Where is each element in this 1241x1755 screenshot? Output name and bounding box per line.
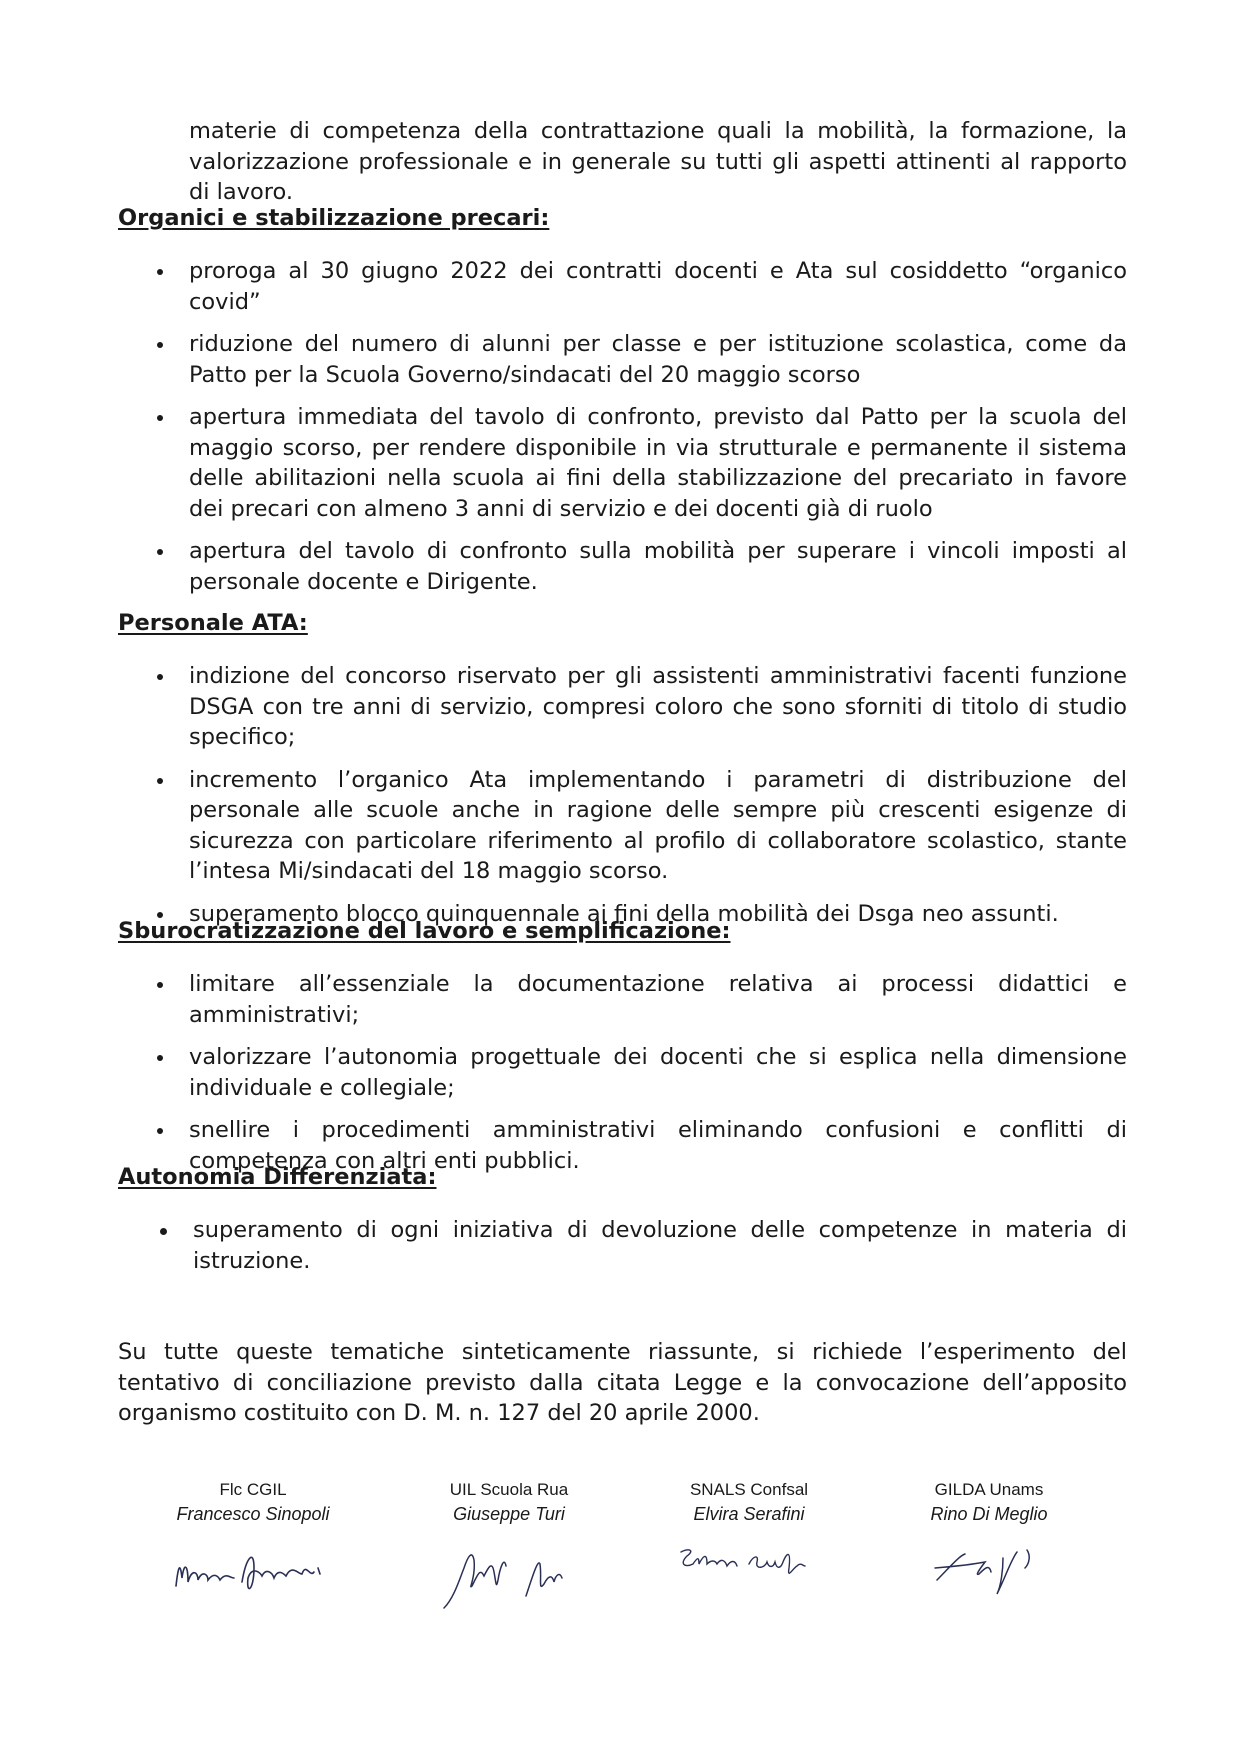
signatory-org: UIL Scuola Rua: [449, 1480, 569, 1499]
bullet-icon: [157, 1128, 163, 1134]
list-sburocratizzazione: [0, 969, 1241, 1188]
signatory-name: Elvira Serafini: [693, 1504, 805, 1524]
list-organici: [0, 256, 1241, 609]
list-item: snellire i procedimenti amministrativi eliminando confusioni e conflitti di competenza con altri enti pubblici.: [0, 1115, 1127, 1176]
bullet-icon: [157, 674, 163, 680]
section-heading-autonomia: Autonomia Differenziata:: [118, 1164, 437, 1190]
signatory-gilda: [869, 1478, 1109, 1598]
signatory-name: Rino Di Meglio: [930, 1504, 1048, 1524]
bullet-icon: [157, 269, 163, 275]
signatory-snals: [629, 1478, 869, 1588]
bullet-icon: [157, 549, 163, 555]
bullet-icon: [157, 778, 163, 784]
list-item: incremento l’organico Ata implementando i parametri di distribuzione del personale alle scuole anche in ragione delle sempre più crescenti esigenze di sicurezza con particolare riferimento al profilo di collaboratore scolastico, stante l’intesa Mi/sindacati del 18 maggio scorso.: [0, 765, 1127, 887]
list-item: proroga al 30 giugno 2022 dei contratti docenti e Ata sul cosiddetto “organico covid”: [0, 256, 1127, 317]
signatory-name: Giuseppe Turi: [453, 1504, 565, 1524]
list-item: riduzione del numero di alunni per classe e per istituzione scolastica, come da Patto per la Scuola Governo/sindacati del 20 maggio scorso: [0, 329, 1127, 390]
closing-paragraph: Su tutte queste tematiche sinteticamente riassunte, si richiede l’esperimento del tentativo di conciliazione previsto dalla citata Legge e la convocazione dell’apposito organismo costituito con D. M. n. 127 del 20 aprile 2000.: [118, 1339, 1127, 1426]
list-item: superamento di ogni iniziativa di devoluzione delle competenze in materia di istruzione.: [0, 1215, 1127, 1276]
bullet-icon: [157, 415, 163, 421]
signatory-org: SNALS Confsal: [689, 1480, 809, 1499]
section-heading-sburocratizzazione: Sburocratizzazione del lavoro e semplificazione:: [118, 918, 731, 944]
bullet-icon: [157, 1055, 163, 1061]
signatory-name: Francesco Sinopoli: [176, 1504, 330, 1524]
handwritten-signature: [669, 1538, 829, 1588]
signatory-org: GILDA Unams: [934, 1480, 1044, 1499]
handwritten-signature: [434, 1538, 584, 1613]
signatures-block: [0, 1478, 1241, 1638]
list-item: apertura immediata del tavolo di confronto, previsto dal Patto per la scuola del maggio scorso, per rendere disponibile in via strutturale e permanente il sistema delle abilitazioni nella scuola ai fini della stabilizzazione del precariato in favore dei precari con almeno 3 anni di servizio e dei docenti già di ruolo: [0, 402, 1127, 524]
signatory-uil-scuola: [389, 1478, 629, 1613]
bullet-icon: [157, 912, 163, 918]
bullet-icon: [157, 342, 163, 348]
list-item: limitare all’essenziale la documentazione relativa ai processi didattici e amministrativi;: [0, 969, 1127, 1030]
bullet-icon: [160, 1228, 167, 1235]
list-personale-ata: [0, 661, 1241, 941]
list-item: indizione del concorso riservato per gli assistenti amministrativi facenti funzione DSGA con tre anni di servizio, compresi coloro che sono sforniti di titolo di studio specifico;: [0, 661, 1127, 753]
handwritten-signature: [168, 1538, 338, 1598]
section-heading-personale-ata: Personale ATA:: [118, 610, 308, 636]
list-item: superamento blocco quinquennale ai fini della mobilità dei Dsga neo assunti.: [0, 899, 1127, 930]
list-autonomia: [0, 1215, 1241, 1288]
intro-paragraph: materie di competenza della contrattazione quali la mobilità, la formazione, la valorizzazione professionale e in generale su tutti gli aspetti attinenti al rapporto di lavoro.: [189, 118, 1127, 205]
handwritten-signature: [919, 1538, 1059, 1598]
list-item: apertura del tavolo di confronto sulla mobilità per superare i vincoli imposti al personale docente e Dirigente.: [0, 536, 1127, 597]
list-item: valorizzare l’autonomia progettuale dei docenti che si esplica nella dimensione individuale e collegiale;: [0, 1042, 1127, 1103]
signatory-flc-cgil: [133, 1478, 373, 1598]
signatory-org: Flc CGIL: [219, 1480, 287, 1499]
bullet-icon: [157, 982, 163, 988]
section-heading-organici: Organici e stabilizzazione precari:: [118, 205, 550, 231]
